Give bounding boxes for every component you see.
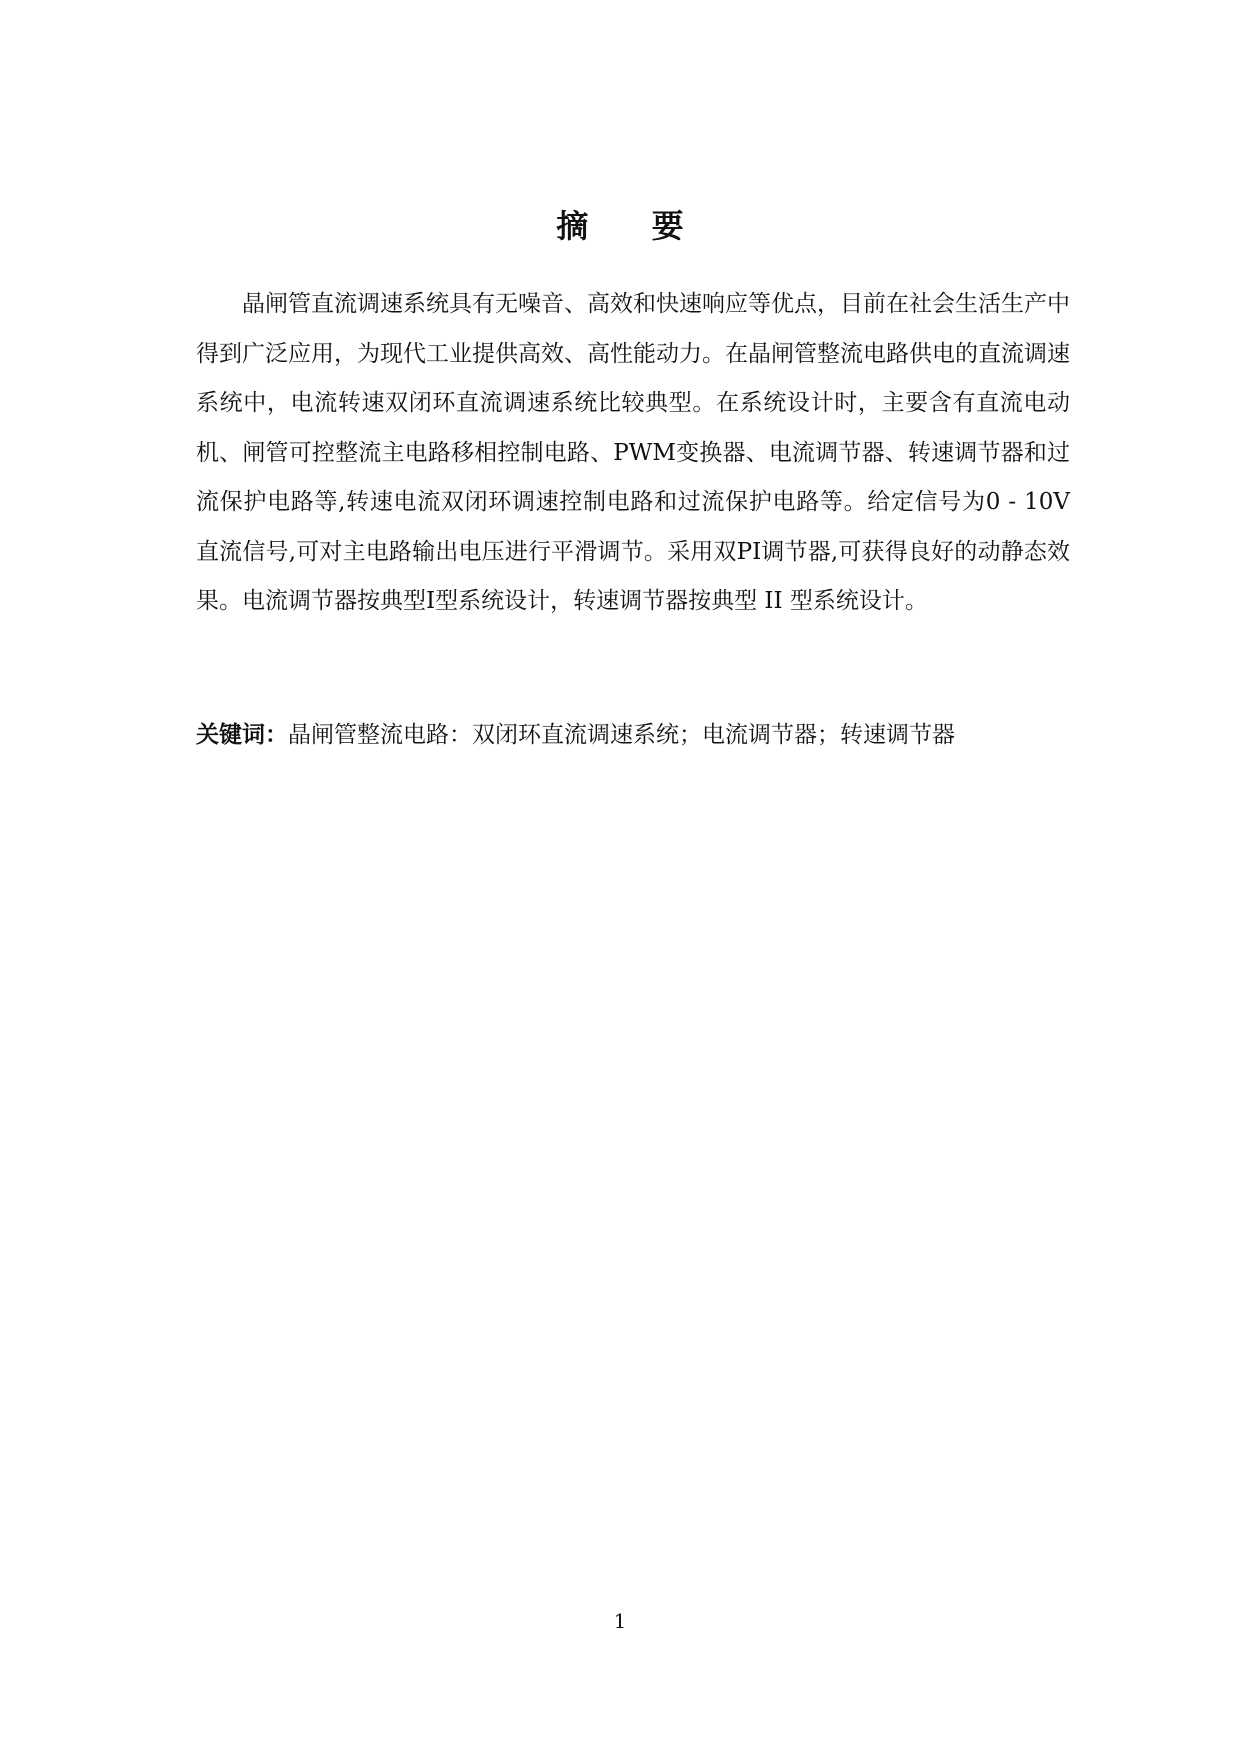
keywords-text: 晶闸管整流电路：双闭环直流调速系统；电流调节器；转速调节器: [288, 722, 955, 748]
page-number: 1: [613, 1609, 627, 1633]
page-title: 摘 要: [556, 207, 710, 245]
abstract-paragraph: 晶闸管直流调速系统具有无噪音、高效和快速响应等优点，目前在社会生活生产中得到广泛应用，为现代工业提供高效、高性能动力。在晶闸管整流电路供电的直流调速系统中，电流转速双闭环直流调速系统比较典型。在系统设计时，主要含有直流电动机、闸管可控整流主电路移相控制电路、PWM变换器、电流调节器、转速调节器和过流保护电路等,转速电流双闭环调速控制电路和过流保护电路等。给定信号为0 - 10V 直流信号,可对主电路输出电压进行平滑调节。采用双PI调节器,可获得良好的动静态效果。电流调节器按典型I型系统设计，转速调节器按典型 II 型系统设计。: [196, 291, 1070, 614]
keywords-label: 关键词：: [196, 722, 288, 748]
keywords-line: [196, 715, 1070, 755]
